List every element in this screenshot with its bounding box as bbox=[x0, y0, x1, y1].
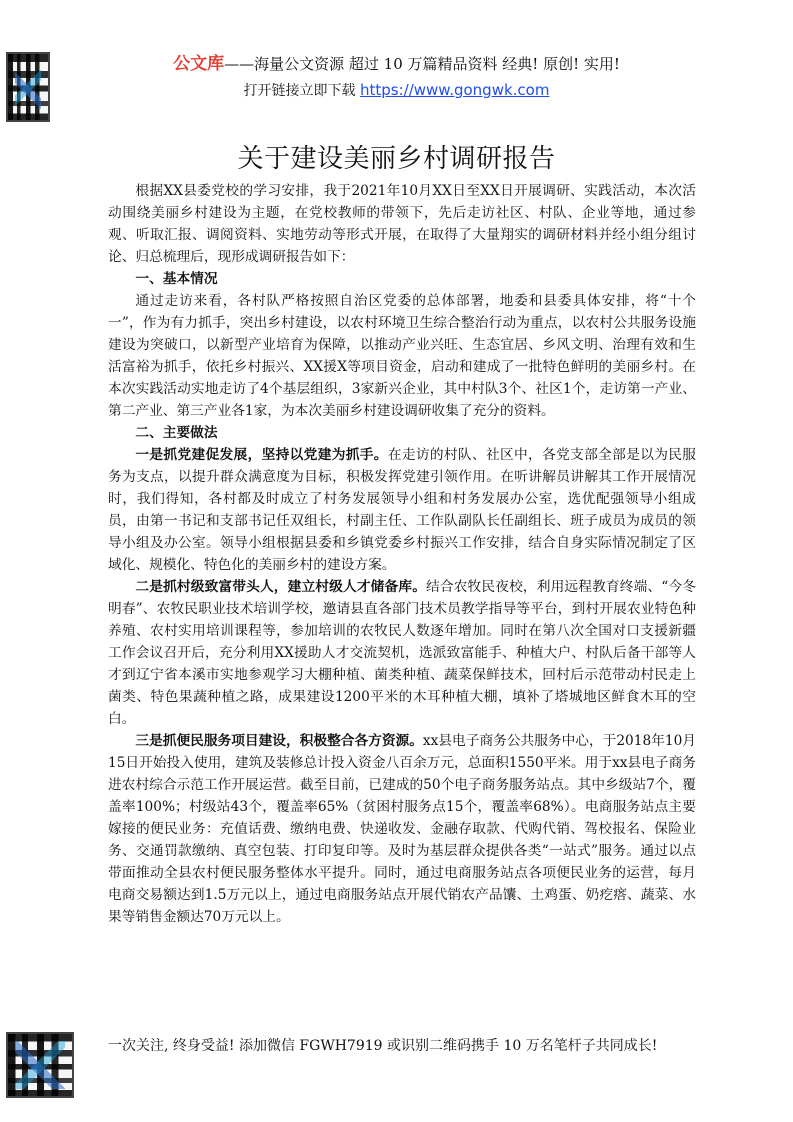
download-prefix: 打开链接立即下载 bbox=[243, 83, 360, 99]
brand-name: 公文库 bbox=[173, 54, 225, 74]
item-2-text: 结合农牧民夜校，利用远程教育终端、“今冬明春”、农牧民职业技术培训学校，邀请县直各部门技术员教学指导等平台，到村开展农业特色种养殖、农村实用培训课程等，参加培训的农牧民人数逐年增加。同时在第八次全国对口支援新疆工作会议召开后，充分利用XX援助人才交流契机，选派致富能手、种植大户、村队后备干部等人才到辽宁省本溪市实地参观学习大棚种植、菌类种植、蔬菜保鲜技术，回村后示范带动村民走上菌类、特色果蔬种植之路，成果建设1200平米的木耳种植大棚，填补了塔城地区鲜食木耳的空白。 bbox=[108, 579, 696, 727]
item-3-paragraph bbox=[108, 730, 696, 928]
header-download-line bbox=[0, 80, 793, 101]
header-promo-line bbox=[0, 54, 793, 74]
item-1-text: 在走访的村队、社区中，各党支部全部是以为民服务为支点，以提升群众满意度为目标，积极发挥党建引领作用。在听讲解员讲解其工作开展情况时，我们得知，各村都及时成立了村务发展领导小组和村务发展办公室，选优配强领导小组成员，由第一书记和支部书记任双组长，村副主任、工作队副队长任副组长、班子成员为成员的领导小组及办公室。领导小组根据县委和乡镇党委乡村振兴工作安排，结合自身实际情况制定了区域化、规模化、特色化的美丽乡村的建设方案。 bbox=[108, 447, 696, 573]
qr-code-bottom[interactable] bbox=[6, 1032, 74, 1098]
section-1-heading: 一、基本情况 bbox=[135, 271, 218, 287]
item-1-lead: 一是抓党建促发展，坚持以党建为抓手。 bbox=[135, 447, 388, 463]
item-3-text: xx县电子商务公共服务中心，于2018年10月15日开始投入使用，建筑及装修总计投入资金八百余万元，总面积1550平米。用于xx县电子商务进农村综合示范工作开展运营。截至目前，已建成的50个电子商务服务站点。其中乡级站7个，覆盖率100%；村级站43个，覆盖率65%（贫困村服务点15个，覆盖率68%）。电商服务站点主要嫁接的便民业务：充值话费、缴纳电费、快递收发、金融存取款、代购代销、驾校报名、保险业务、交通罚款缴纳、真空包装、打印复印等。及时为基层群众提供各类“一站式”服务。通过以点带面推动全县农村便民服务整体水平提升。同时，通过电商服务站点各项便民业务的运营，每月电商交易额达到1.5万元以上，通过电商服务站点开展代销农产品馕、土鸡蛋、奶疙瘩、蔬菜、水果等销售金额达70万元以上。 bbox=[108, 733, 696, 925]
section-1-paragraph: 通过走访来看，各村队严格按照自治区党委的总体部署，地委和县委具体安排，将“十个一”，作为有力抓手，突出乡村建设，以农村环境卫生综合整治行动为重点，以农村公共服务设施建设为突破口，以新型产业培育为保障，以推动产业兴旺、生态宜居、乡风文明、治理有效和生活富裕为抓手，依托乡村振兴、XX援X等项目资金，启动和建成了一批特色鲜明的美丽乡村。在本次实践活动实地走访了4个基层组织，3家新兴企业，其中村队3个、社区1个，走访第一产业、第二产业、第三产业各1家，为本次美丽乡村建设调研收集了充分的资料。 bbox=[108, 293, 696, 419]
footer-text: 一次关注, 终身受益! 添加微信 FGWH7919 或识别二维码携手 10 万名笔杆子共同成长! bbox=[108, 1038, 658, 1054]
item-1-paragraph bbox=[108, 444, 696, 576]
document-body bbox=[108, 180, 696, 928]
item-2-paragraph bbox=[108, 576, 696, 730]
item-2-lead: 二是抓村级致富带头人，建立村级人才储备库。 bbox=[135, 579, 427, 595]
page-title: 关于建设美丽乡村调研报告 bbox=[237, 144, 556, 174]
item-3-lead: 三是抓便民服务项目建设，积极整合各方资源。 bbox=[135, 733, 423, 749]
section-2-heading: 二、主要做法 bbox=[135, 425, 218, 441]
download-link[interactable]: https://www.gongwk.com bbox=[360, 81, 550, 99]
intro-paragraph: 根据XX县委党校的学习安排，我于2021年10月XX日至XX日开展调研、实践活动，本次活动围绕美丽乡村建设为主题，在党校教师的带领下，先后走访社区、村队、企业等地，通过参观、听取汇报、调阅资料、实地劳动等形式开展，在取得了大量翔实的调研材料并经小组分组讨论、归总梳理后，现形成调研报告如下： bbox=[108, 183, 696, 265]
header-tagline: ——海量公文资源 超过 10 万篇精品资料 经典! 原创! 实用! bbox=[224, 55, 620, 73]
